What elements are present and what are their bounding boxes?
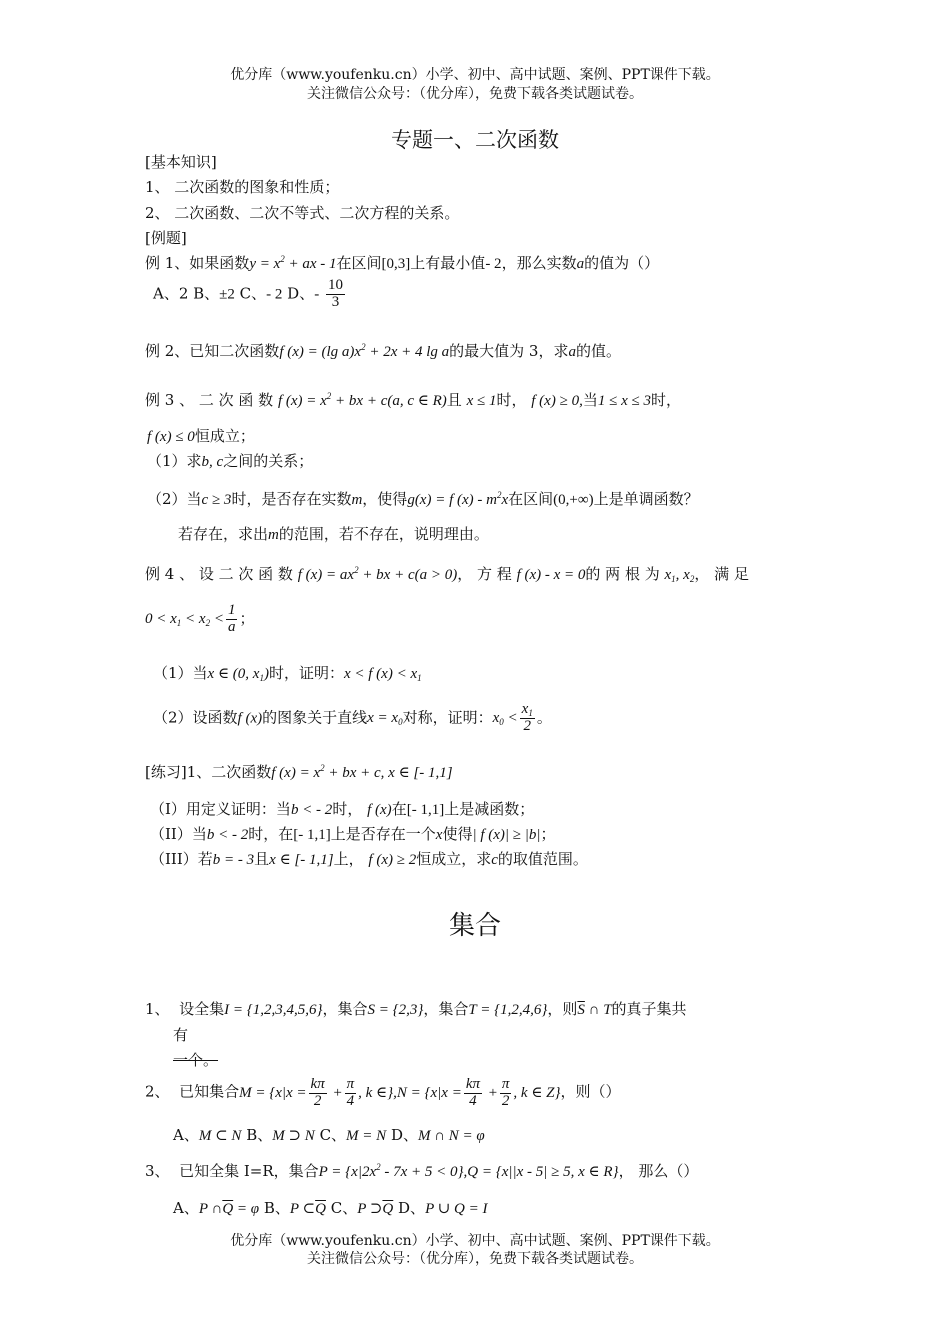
q2-set-M: M = {x|x = $\frac{k\pi}{2}$ + $\frac{\pi}{4}$ , k ∈}, <box>239 1076 397 1109</box>
example-4-question: 例 4 、 设 二 次 函 数 f $(x) = ax^2$ + bx + c(a > 0)， 方 程 f (x) - x = 0的 两 根 为 $x_1$, $x_2$， 满 足 <box>145 565 749 584</box>
ex1-text-1: 例 1、如果函数 <box>145 254 250 272</box>
basic-heading: [基本知识] <box>145 153 217 171</box>
example-1-options: A、2 B、±2 C、- 2 D、- $\frac{10}{3}$ <box>153 277 343 310</box>
example-2-question: 例 2、已知二次函数f (x) = (lg $a)x^2 + 2x + 4$ lg a的最大值为 3，求a的值。 <box>145 342 621 360</box>
sets-question-1-cont: 有 <box>173 1026 189 1044</box>
ex2-function: f (x) = (lg $a)x^2 + 2x + 4$ lg a <box>279 342 450 360</box>
ex4-fraction-x1-over-2: $\frac{x_1}{2}$ <box>521 701 533 734</box>
ex4-function: f $(x) = ax^2$ + bx + c(a > 0) <box>297 565 458 583</box>
header-line-1: 优分库（www.youfenku.cn）小学、初中、高中试题、案例、PPT课件下载。 <box>230 67 720 83</box>
footer-line-2: 关注微信公众号：（优分库），免费下载各类试题试卷。 <box>307 1251 643 1267</box>
basic-item-2: 2、 二次函数、二次不等式、二次方程的关系。 <box>145 204 460 222</box>
ex1-interval: [0,3] <box>381 256 411 272</box>
ex1-min-value: - 2 <box>485 256 502 272</box>
example-3-part-1: （1）求b, c之间的关系； <box>147 452 314 470</box>
sets-question-3: 3、 已知全集 I=R，集合$P = \{x|2x^2 - 7x + 5 < 0\},Q = \{x||x - 5| \ge 5$, x ∈ R}， 那么（） <box>145 1162 699 1180</box>
ex3-g-function: g(x) = f $(x) - m^2x$ <box>407 490 509 508</box>
example-3-part-2-cont: 若存在，求出m的范围，若不存在，说明理由。 <box>178 525 489 543</box>
section-title-sets: 集合 <box>448 911 501 941</box>
ex3-function: f $(x) = x^2$ + bx + c(a, c ∈ R) <box>277 391 447 409</box>
example-4-part-1: （1）当x ∈ (0, $x_1$)时，证明：x < f $(x) < x_1$ <box>153 664 422 683</box>
practice-function: f $(x) = x^2$ + bx + c, x ∈ [- 1,1] <box>271 763 453 781</box>
ex1-option-d-fraction: $\frac{10}{3}$ <box>327 277 343 310</box>
q2-set-N: N = {x|x = $\frac{k\pi}{4}$ + $\frac{\pi}{2}$ , k ∈ Z} <box>396 1076 561 1109</box>
sets-question-2-options: A、M ⊂ N B、M ⊃ N C、M = N D、M ∩ N = φ <box>173 1126 485 1144</box>
q3-set-Q: Q = {x||x - 5| ≥ 5, x ∈ R} <box>467 1164 619 1180</box>
q1-complement-expression: $\overline{S}$ ∩ T <box>577 1002 612 1018</box>
example-3-part-2: （2）当c ≥ 3时，是否存在实数m，使得g(x) = f $(x) - m^2x$在区间(0,+∞)上是单调函数？ <box>147 490 699 508</box>
basic-item-1: 1、 二次函数的图象和性质； <box>145 178 340 196</box>
sets-question-1: 1、 设全集I = {1,2,3,4,5,6}，集合S = {2,3}，集合T = {1,2,4,6}，则$\overline{S}$ ∩ T的真子集共 <box>145 1000 687 1018</box>
header-line-2: 关注微信公众号：（优分库），免费下载各类试题试卷。 <box>307 86 643 102</box>
example-4-condition: $0 < x_1 < x_2$ < $\frac{1}{a}$ ； <box>145 602 255 635</box>
practice-question: [练习]1、二次函数f $(x) = x^2$ + bx + c, x ∈ [- 1,1] <box>145 763 453 781</box>
practice-part-2: （II）当b < - 2时，在[- 1,1]上是否存在一个x使得| f (x)| ≥ |b|； <box>150 825 556 843</box>
practice-part-3: （III）若b = - 3且x ∈ [- 1,1]上， f (x) ≥ 2恒成立，求c的取值范围。 <box>150 850 588 868</box>
practice-part-1: （I）用定义证明：当b < - 2时， f (x)在[- 1,1]上是减函数； <box>150 800 535 818</box>
sets-question-1-blank: 一个。 <box>173 1051 219 1069</box>
ex4-fraction-1-over-a: $\frac{1}{a}$ <box>227 602 236 635</box>
section-title-quadratic: 专题一、二次函数 <box>391 128 559 152</box>
sets-question-2: 2、 已知集合M = {x|x = $\frac{k\pi}{2}$ + $\frac{\pi}{4}$ , k ∈},N = {x|x = $\frac{k\pi}{4}$ + $\frac{\pi}{2}$ , k ∈ Z}，则（） <box>145 1076 621 1109</box>
q3-set-P: $P = \{x|2x^2 - 7x + 5 < 0\}$, <box>318 1162 468 1180</box>
example-3-condition: f (x) ≤ 0恒成立； <box>147 427 255 445</box>
example-3-question: 例 3 、 二 次 函 数 f $(x) = x^2$ + bx + c(a, c ∈ R)且 x ≤ 1时， f (x) ≥ 0,当1 ≤ x ≤ 3时， <box>145 391 681 409</box>
ex1-function: $y = x^2$ + ax - 1 <box>249 254 337 272</box>
examples-heading: [例题] <box>145 229 187 247</box>
sets-question-3-options: A、P $\cap\overline{Q} = \varphi$ B、P $\subset\overline{Q}$ C、P $⊃\overline{Q}$ D、P ∪ Q = I <box>173 1199 488 1217</box>
footer-line-1: 优分库（www.youfenku.cn）小学、初中、高中试题、案例、PPT课件下载。 <box>230 1233 720 1249</box>
example-1-question: 例 1、如果函数$y = x^2$ + ax - 1在区间[0,3]上有最小值- 2，那么实数a的值为（） <box>145 254 660 272</box>
example-4-part-2: （2）设函数f (x)的图象关于直线$x = x_0$对称，证明：$x_0$ < $\frac{x_1}{2}$ 。 <box>153 701 552 734</box>
